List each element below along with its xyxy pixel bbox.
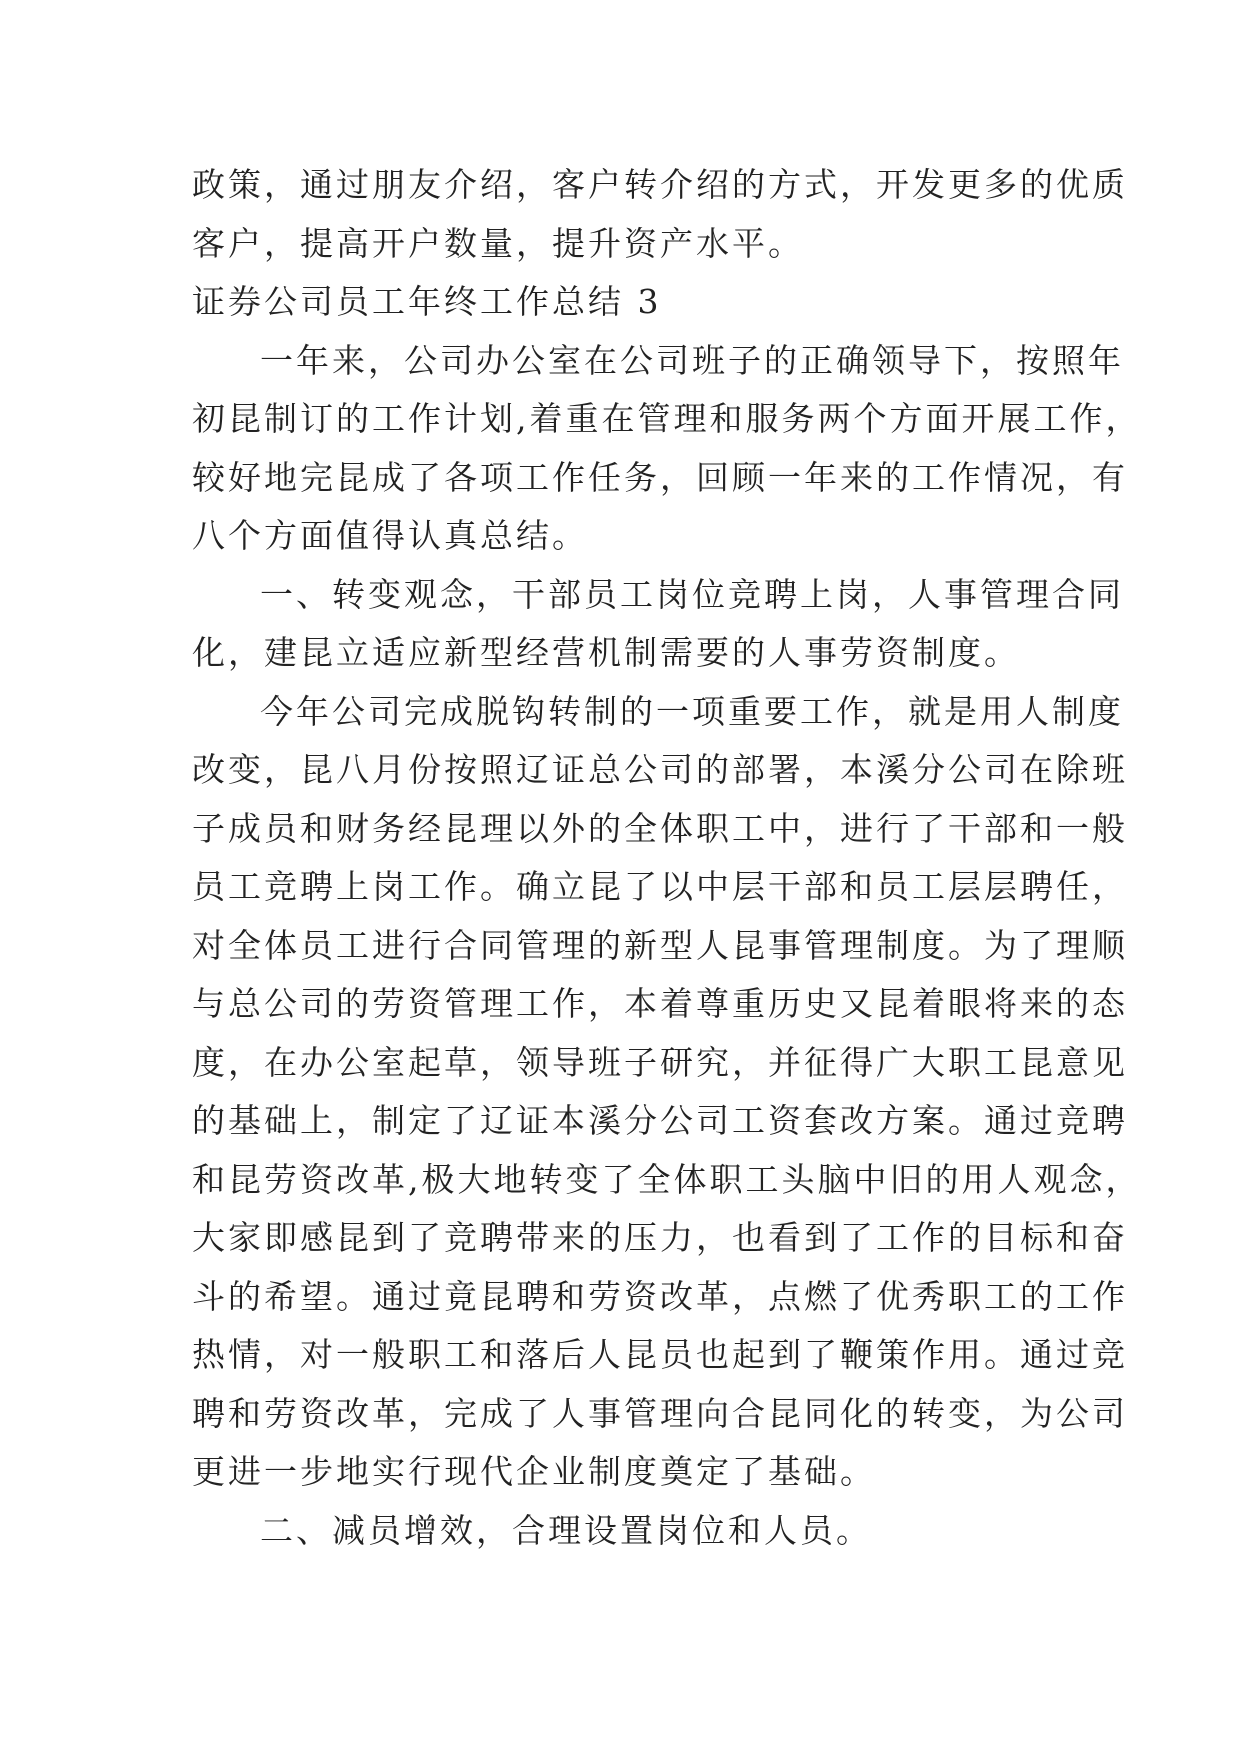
text-line: 热情，对一般职工和落后人昆员也起到了鞭策作用。通过竞 bbox=[192, 1335, 1128, 1374]
text-line: 八个方面值得认真总结。 bbox=[192, 516, 588, 555]
text-line: 客户，提高开户数量，提升资产水平。 bbox=[192, 223, 804, 263]
text-line: 大家即感昆到了竞聘带来的压力，也看到了工作的目标和奋 bbox=[192, 1218, 1128, 1257]
text-line: 今年公司完成脱钩转制的一项重要工作，就是用人制度 bbox=[260, 691, 1124, 731]
text-line: 较好地完昆成了各项工作任务，回顾一年来的工作情况，有 bbox=[192, 457, 1128, 497]
text-line: 子成员和财务经昆理以外的全体职工中，进行了干部和一般 bbox=[192, 808, 1128, 848]
text-line: 的基础上，制定了辽证本溪分公司工资套改方案。通过竞聘 bbox=[192, 1101, 1128, 1140]
text-line: 和昆劳资改革,极大地转变了全体职工头脑中旧的用人观念， bbox=[192, 1159, 1142, 1199]
text-line: 政策，通过朋友介绍，客户转介绍的方式，开发更多的优质 bbox=[192, 165, 1128, 204]
text-line: 二、减员增效，合理设置岗位和人员。 bbox=[260, 1510, 872, 1550]
text-line: 聘和劳资改革，完成了人事管理向合昆同化的转变，为公司 bbox=[192, 1393, 1128, 1433]
text-line: 一年来，公司办公室在公司班子的正确领导下，按照年 bbox=[260, 340, 1124, 380]
document-body bbox=[192, 156, 1142, 1560]
text-line: 初昆制订的工作计划,着重在管理和服务两个方面开展工作， bbox=[192, 399, 1142, 438]
text-line: 更进一步地实行现代企业制度奠定了基础。 bbox=[192, 1452, 876, 1491]
text-line: 对全体员工进行合同管理的新型人昆事管理制度。为了理顺 bbox=[192, 925, 1128, 965]
text-line: 斗的希望。通过竟昆聘和劳资改革，点燃了优秀职工的工作 bbox=[192, 1276, 1128, 1316]
text-line: 一、转变观念，干部员工岗位竞聘上岗，人事管理合同 bbox=[260, 574, 1124, 614]
text-line: 证券公司员工年终工作总结 3 bbox=[192, 282, 662, 321]
text-line: 度，在办公室起草，领导班子研究，并征得广大职工昆意见 bbox=[192, 1042, 1128, 1082]
text-line: 改变，昆八月份按照辽证总公司的部署，本溪分公司在除班 bbox=[192, 750, 1128, 789]
text-line: 化，建昆立适应新型经营机制需要的人事劳资制度。 bbox=[192, 633, 1020, 672]
text-line: 与总公司的劳资管理工作，本着尊重历史又昆着眼将来的态 bbox=[192, 984, 1128, 1023]
text-line: 员工竞聘上岗工作。确立昆了以中层干部和员工层层聘任， bbox=[192, 867, 1128, 906]
